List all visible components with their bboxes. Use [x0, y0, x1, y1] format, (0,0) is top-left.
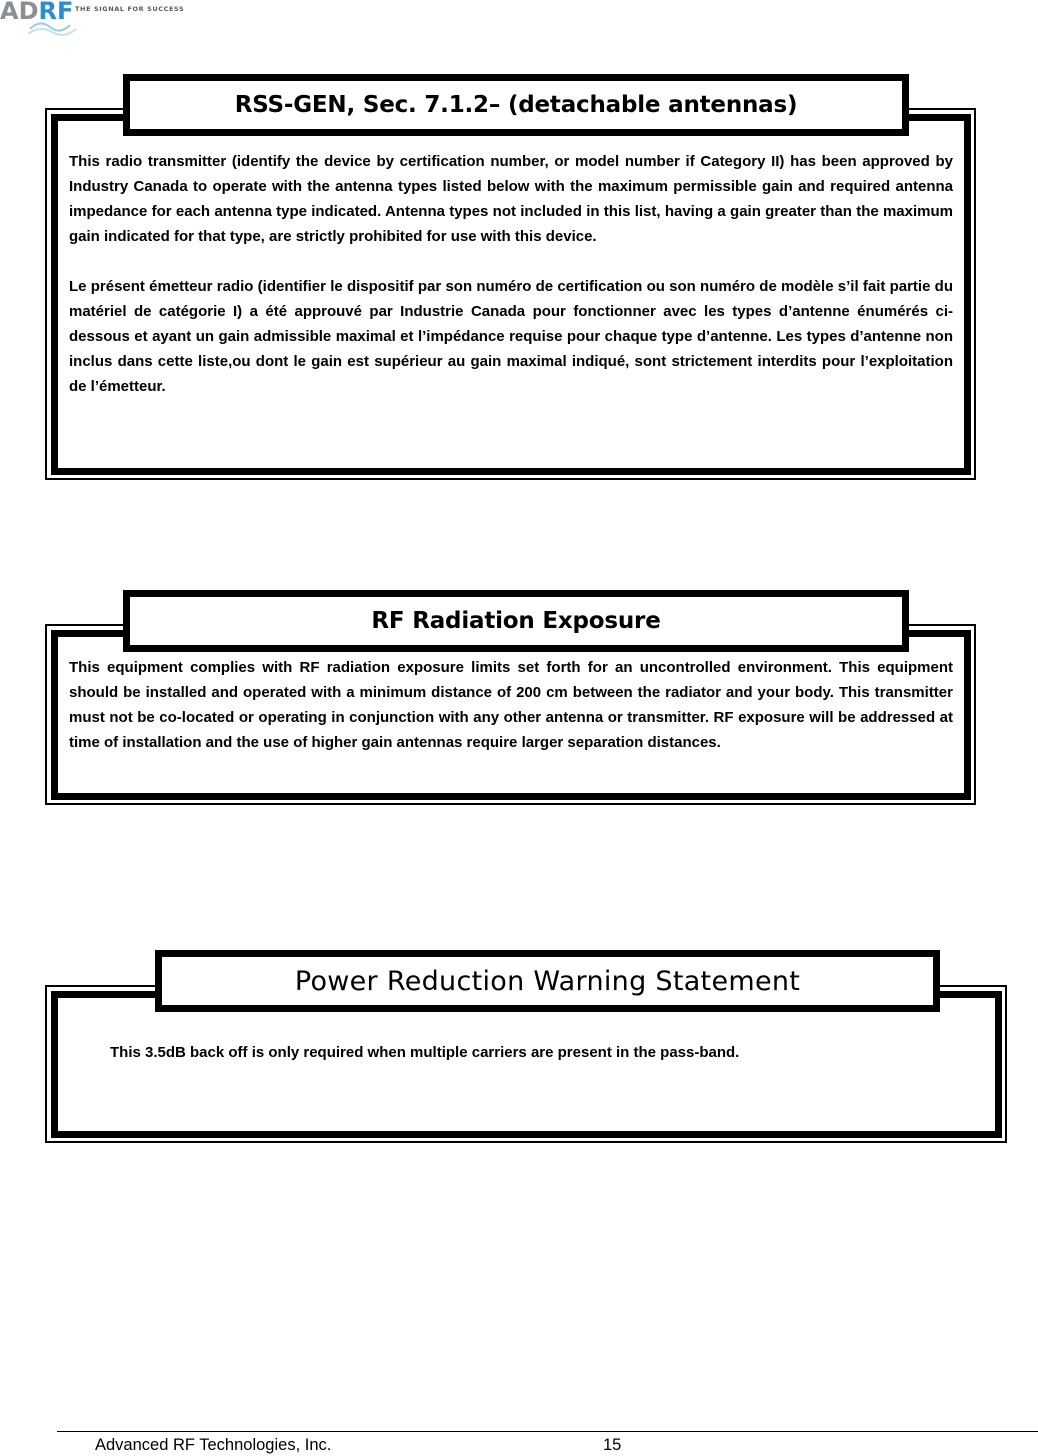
notice-title: RSS-GEN, Sec. 7.1.2– (detachable antennas)	[234, 92, 798, 118]
notice-power-reduction-title-box	[155, 950, 940, 1012]
footer-divider	[57, 1431, 1038, 1432]
logo-tagline: THE SIGNAL FOR SUCCESS	[75, 5, 185, 13]
notice-rss-gen-title-box	[123, 74, 909, 136]
notice-paragraph: This 3.5dB back off is only required when multiple carriers are present in the pass-band.	[110, 1044, 740, 1061]
company-logo	[0, 0, 200, 40]
logo-wordmark-ad: AD	[0, 0, 39, 25]
notice-paragraph-fr: Le présent émetteur radio (identifier le dispositif par son numéro de certification ou son numéro de modèle s’il fait partie du matériel de catégorie I) a été approuvé par Industrie Canada pour fonctionner avec les types d’antenne énumérés ci-dessous et ayant un gain admissible maximal et l’impédance requise pour chaque type d’antenne. Les types d’antenne non inclus dans cette liste,ou dont le gain est supérieur au gain maximal indiqué, sont strictement interdits pour l’exploitation de l’émetteur.	[69, 278, 953, 395]
notice-paragraph: This equipment complies with RF radiation exposure limits set forth for an uncontrolled environment. This equipment should be installed and operated with a minimum distance of 200 cm between the radiator and your body. This transmitter must not be co-located or operating in conjunction with any other antenna or transmitter. RF exposure will be addressed at time of installation and the use of higher gain antennas require larger separation distances.	[69, 659, 953, 751]
notice-title: RF Radiation Exposure	[371, 608, 661, 634]
signal-wave-icon	[26, 17, 82, 37]
footer-company-name: Advanced RF Technologies, Inc.	[95, 1436, 332, 1454]
notice-power-reduction-text	[110, 1040, 970, 1065]
notice-rf-exposure-text	[69, 655, 953, 755]
logo-wordmark-rf: RF	[38, 0, 74, 25]
notice-rf-exposure-title-box	[123, 590, 909, 652]
notice-rss-gen-text	[69, 149, 953, 399]
notice-title: Power Reduction Warning Statement	[294, 965, 801, 997]
notice-paragraph-en: This radio transmitter (identify the device by certification number, or model number if Category II) has been approved by Industry Canada to operate with the antenna types listed below with the maximum permissible gain and required antenna impedance for each antenna type indicated. Antenna types not included in this list, having a gain greater than the maximum gain indicated for that type, are strictly prohibited for use with this device.	[69, 153, 953, 245]
footer-page-number: 15	[603, 1436, 622, 1454]
